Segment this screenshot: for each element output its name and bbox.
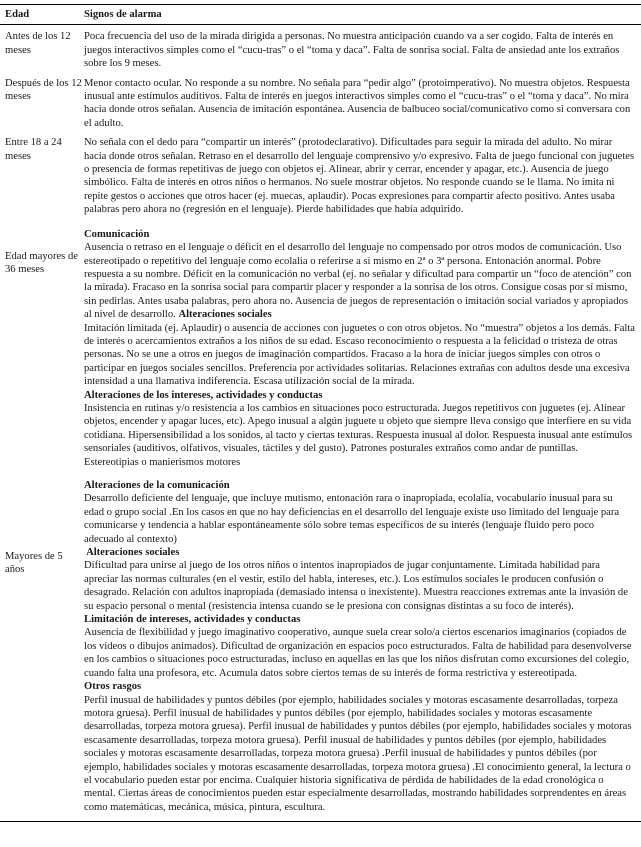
section-heading: Limitación de intereses, actividades y conductas	[84, 614, 301, 626]
age-cell: Mayores de 5 años	[0, 470, 84, 822]
age-cell: Edad mayores de 36 meses	[5, 250, 78, 276]
alarm-signs-table	[0, 4, 641, 822]
section-text: Insistencia en rutinas y/o resistencia a los cambios en situaciones poco estructurada. Juegos repetitivos con juguetes (ej. Alinear objetos, encender y apagar luces, etc). Apego inusual a algún juguete u objeto que siempre lleva consigo que interfiere en su vida cotidiana. Hipersensibilidad a los sonidos, al tacto y ciertas texturas. Respuesta inusual al dolor. Respuesta inusual ante estímulos sensoriales (auditivos, olfativos, visuales, táctiles y del gusto). Patrones posturales extraños como andar de puntillas. Estereotipias o manierismos motores	[84, 402, 633, 468]
signs-cell: Poca frecuencia del uso de la mirada dirigida a personas. No muestra anticipación cuando va a ser cogido. Falta de interés en juegos interactivos simples como el “cucu-tras” o el “toma y daca”. Falta de sonrisa social. Falta de ansiedad ante los extraños sobre los 9 meses.	[84, 31, 620, 70]
table-row	[0, 131, 641, 217]
table-row	[0, 470, 641, 822]
table-row	[0, 25, 641, 72]
signs-cell: Menor contacto ocular. No responde a su nombre. No señala para “pedir algo” (protoimperativo). No muestra objetos. Respuesta inusual ante estímulos auditivos. Falta de interés en juegos interactivos simples como el “cucu-tras” o el “toma y daca”. No mira hacia donde otros señalan. Ausencia de imitación espontánea. Ausencia de balbuceo social/comunicativo como si conversara con el adulto.	[84, 77, 631, 129]
table-row	[0, 72, 641, 132]
section-text: Ausencia de flexibilidad y juego imaginativo cooperativo, aunque suela crear solo/a ciertos escenarios imaginarios (copiados de los vídeos o dibujos animados). Dificultad de organización en espacios poco estructurados. Falta de habilidad para desenvolverse en los cambios o situaciones poco estructuradas, incluso en aquellas en las que los niños disfrutan como excursiones del colegio, cuando falta una profesora, etc. Acumula datos sobre ciertos temas de su interés de forma restrictiva y estereotipada.	[84, 627, 632, 679]
section-heading: Otros rasgos	[84, 681, 142, 693]
section-text: Desarrollo deficiente del lenguaje, que incluye mutismo, entonación rara o inapropiada, ecolalia, vocabulario inusual para su edad o grupo social .En los casos en que no hay deficiencias en el desarrollo del lenguaje existe uso limitado del lenguaje para comunicarse y tendencia a hablar espontáneamente sólo sobre temas específicos de su interés (lenguaje fluido pero poco adecuado al contexto)	[84, 493, 620, 545]
section-text: Ausencia o retraso en el lenguaje o déficit en el desarrollo del lenguaje no compensado por otros modos de comunicación. Uso estereotipado o repetitivo del lenguaje como ecolalia o referirse a sí mismo en 2ª o 3ª persona. Entonación anormal. Pobre respuesta a su nombre. Déficit en la comunicación no verbal (ej. no señalar y dificultad para compartir un “foco de atención” con la mirada). Fracaso en la sonrisa social para compartir placer y responder a la sonrisa de los otros. Consigue cosas por sí mismo, sin pedirlas. Antes usaba palabras, pero ahora no. Ausencia de juegos de representación o imitación social variados y apropiados al nivel de desarrollo.	[84, 242, 632, 321]
header-alarm-signs: Signos de alarma	[84, 5, 641, 25]
signs-cell	[84, 218, 641, 470]
section-heading: Alteraciones sociales	[178, 309, 272, 321]
section-heading: Alteraciones de la comunicación	[84, 480, 230, 491]
table-row	[0, 218, 641, 470]
age-cell: Antes de los 12 meses	[5, 31, 71, 56]
header-age: Edad	[0, 5, 84, 25]
table-header-row	[0, 5, 641, 25]
signs-cell: No señala con el dedo para “compartir un interés” (protodeclarativo). Dificultades para seguir la mirada del adulto. No mirar hacia donde otros señalan. Retraso en el desarrollo del lenguaje comprensivo y/o expresivo. Falta de juego funcional con juguetes o presencia de formas repetitivas de juego con objetos ej. Alinear, abrir y cerrar, encender y apagar, etc.). Ausencia de juego simbólico. Falta de interés en otros niños o hermanos. No suele mostrar objetos. No responde cuando se le llama. No imita ni repite gestos o acciones que otros hacer (ej. muecas, aplaudir). Pocas expresiones para compartir afecto positivo. Antes usaba palabras pero ahora no (regresión en el lenguaje). Pierde habilidades que había adquirido.	[84, 137, 635, 216]
section-heading: Alteraciones sociales	[84, 547, 180, 559]
age-cell: Entre 18 a 24 meses	[5, 137, 62, 162]
signs-cell	[84, 470, 641, 822]
section-text: Dificultad para unirse al juego de los otros niños o intentos inapropiados de jugar conjuntamente. Limitada habilidad para apreciar las normas culturales (en el vestir, estilo del habla, intereses, etc.). Los estímulos sociales le producen confusión o desagrado. Relación con adultos inapropiada (demasiado intensa o inexistente). Muestra reacciones extremas ante la invasión de su espacio personal o mental (resistencia intensa cuando se le presiona con consignas distintas a su foco de interés).	[84, 560, 628, 612]
section-heading: Comunicación	[84, 228, 150, 240]
section-heading: Alteraciones de los intereses, actividades y conductas	[84, 389, 323, 401]
section-text: Perfil inusual de habilidades y puntos débiles (por ejemplo, habilidades sociales y motoras escasamente desarrolladas, torpeza motora gruesa). Perfil inusual de habilidades y puntos débiles (por ejemplo, habilidades sociales y motoras escasamente desarrolladas, torpeza motora gruesa). Perfil inusual de habilidades y puntos débiles (por ejemplo, habilidades sociales y motoras escasamente desarrolladas, torpeza motora gruesa). Perfil inusual de habilidades y puntos débiles (por ejemplo, habilidades sociales y motoras escasamente desarrolladas, torpeza motora gruesa) .Perfil inusual de habilidades y puntos débiles (por ejemplo, habilidades sociales y motoras escasamente desarrolladas, torpeza motora gruesa) .El conocimiento general, la lectura o el vocabulario pueden estar por encima. Cualquier historia significativa de pérdida de habilidades de la edad cronológica o mental. Ciertas áreas de conocimientos pueden estar especialmente desarrolladas, mostrando habilidades sorprendentes en áreas como matemáticas, mecánica, música, pintura, escultura.	[84, 694, 632, 813]
age-cell: Después de los 12 meses	[5, 77, 82, 103]
section-text: Imitación limitada (ej. Aplaudir) o ausencia de acciones con juguetes o con otros objetos. No “muestra” objetos a los demás. Falta de interés o acercamientos extraños a los niños de su edad. Escaso reconocimiento o respuesta a la felicidad o tristeza de otras personas. No se une a otros en juegos de imaginación compartidos. Fracaso a la hora de iniciar juegos simples con otros o participar en juegos sociales sencillos. Preferencia por actividades solitarias. Relaciones extrañas con adultos desde una excesiva intensidad a una llamativa indiferencia. Escasa utilización social de la mirada.	[84, 322, 636, 388]
